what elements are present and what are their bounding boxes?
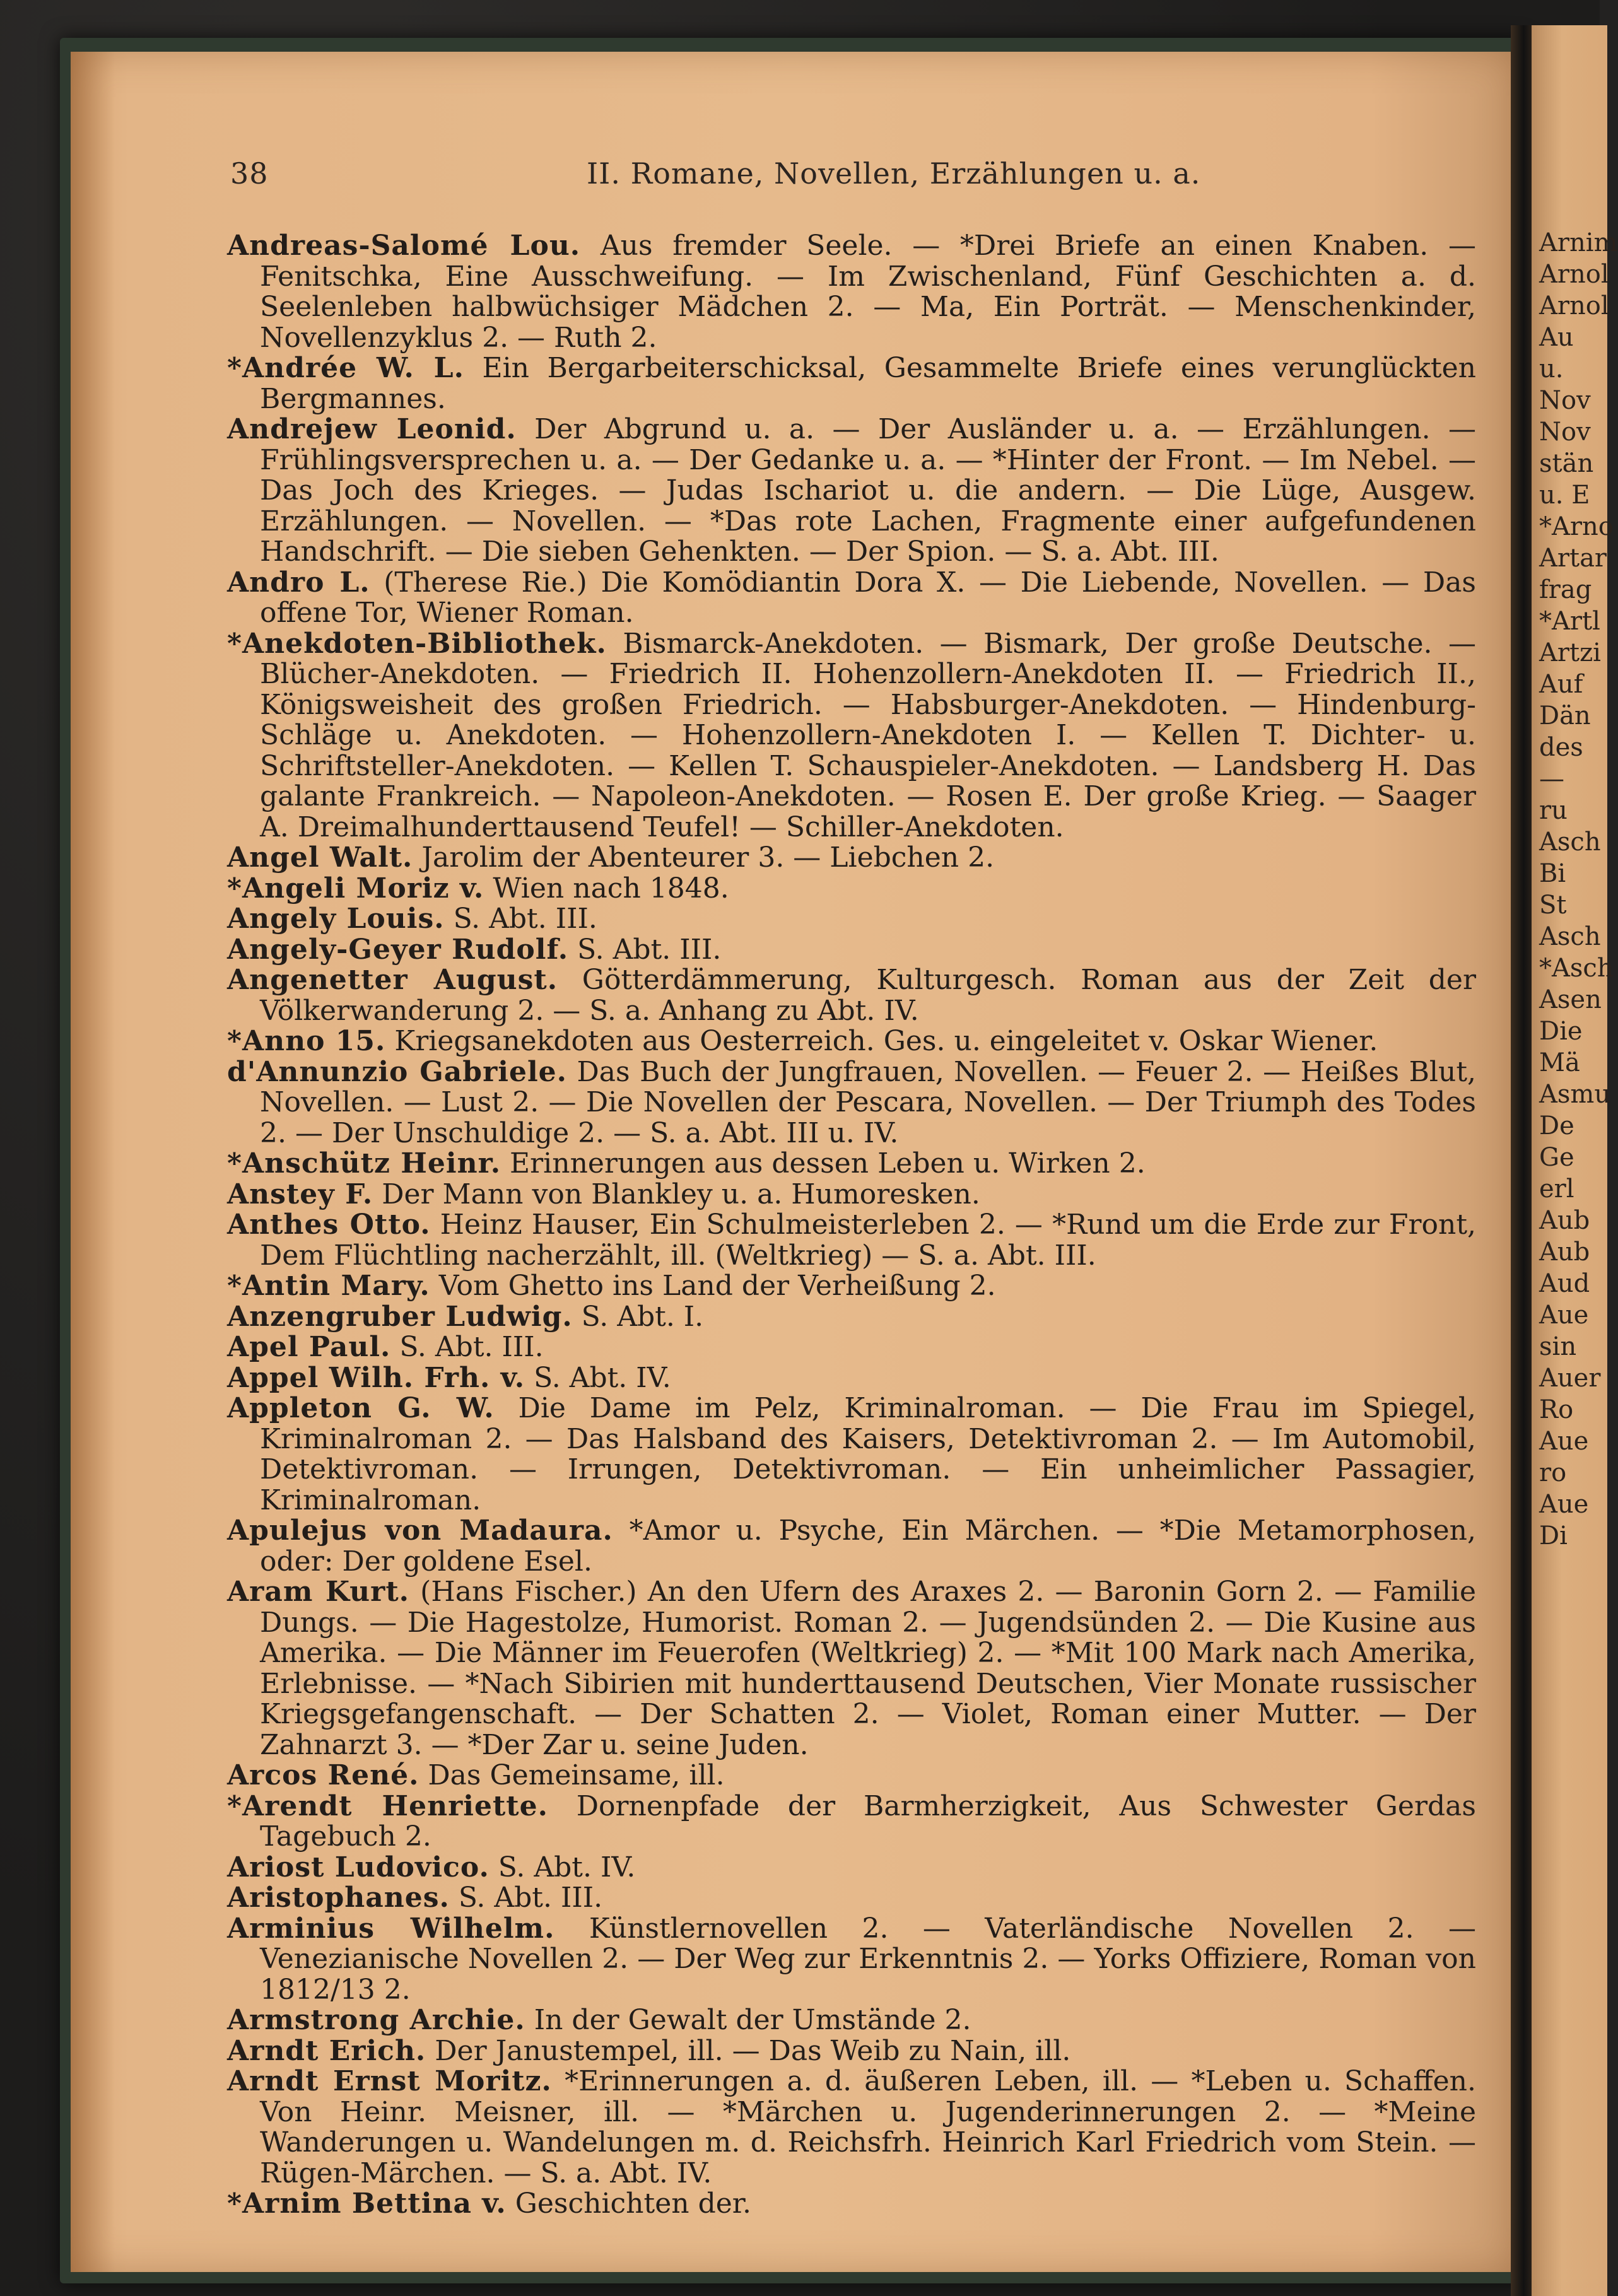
bibliography-entry bbox=[227, 843, 1476, 874]
facing-page-fragment: Arnim bbox=[1539, 228, 1618, 257]
entry-author: Arminius Wilhelm. bbox=[227, 1912, 555, 1945]
entry-author: Anstey F. bbox=[227, 1178, 373, 1210]
entry-author: d'Annunzio Gabriele. bbox=[227, 1055, 567, 1088]
entry-titles: S. Abt. III. bbox=[449, 1882, 603, 1914]
facing-page-fragment: Auf bbox=[1539, 670, 1583, 699]
facing-page-fragment: Asch bbox=[1539, 922, 1601, 951]
facing-page-fragment: Auer bbox=[1539, 1364, 1601, 1393]
facing-page-fragment: ro bbox=[1539, 1458, 1567, 1487]
bibliography-entry bbox=[227, 1760, 1476, 1791]
bibliography-entry bbox=[227, 874, 1476, 905]
entry-author: Anthes Otto. bbox=[227, 1209, 431, 1241]
bibliography-entry bbox=[227, 1577, 1476, 1760]
facing-page-fragment: Di bbox=[1539, 1521, 1568, 1550]
page-edge-shadow bbox=[71, 52, 115, 2272]
facing-page-fragment: Mä bbox=[1539, 1048, 1580, 1077]
entry-author: Arcos René. bbox=[227, 1759, 419, 1791]
page-header bbox=[230, 156, 1460, 194]
entry-titles: S. Abt. I. bbox=[572, 1300, 704, 1333]
facing-page-fragment: Nov bbox=[1539, 386, 1591, 415]
entry-author: Arndt Erich. bbox=[227, 2034, 426, 2067]
facing-page-fragment: Aub bbox=[1539, 1238, 1590, 1267]
facing-page-fragment: — bbox=[1539, 764, 1564, 794]
entry-author: Apulejus von Madaura. bbox=[227, 1514, 613, 1547]
facing-page-fragment: frag bbox=[1539, 575, 1592, 604]
facing-page-fragment: Arnol bbox=[1539, 260, 1609, 289]
bibliography-entry bbox=[227, 568, 1476, 629]
facing-page-fragment: erl bbox=[1539, 1174, 1574, 1204]
book-gutter bbox=[1511, 25, 1532, 2296]
bibliography-entry bbox=[227, 353, 1476, 414]
bibliography-entry bbox=[227, 904, 1476, 935]
entry-titles: Künstlernovellen 2. — Vaterländische Novellen 2. — Venezianische Novellen 2. — Der Weg zur Erkenntnis 2. — Yorks Offiziere, Roman von 1812/13 2. bbox=[260, 1912, 1476, 2006]
running-title: II. Romane, Novellen, Erzählungen u. a. bbox=[587, 156, 1201, 190]
entry-titles: Vom Ghetto ins Land der Verheißung 2. bbox=[430, 1270, 996, 1302]
bibliography-entry bbox=[227, 2036, 1476, 2067]
facing-page-fragment: Bi bbox=[1539, 859, 1566, 888]
entry-author: Appleton G. W. bbox=[227, 1392, 495, 1424]
entry-titles: Jarolim der Abenteurer 3. — Liebchen 2. bbox=[413, 841, 995, 874]
facing-page-fragment: stän bbox=[1539, 449, 1594, 478]
entry-titles: Wien nach 1848. bbox=[484, 872, 729, 905]
entry-author: *Andrée W. L. bbox=[227, 352, 464, 384]
entry-author: *Arendt Henriette. bbox=[227, 1789, 548, 1822]
facing-page-fragment: Artar bbox=[1539, 544, 1607, 573]
entry-titles: Dornenpfade der Barmherzigkeit, Aus Schwester Gerdas Tagebuch 2. bbox=[260, 1789, 1476, 1853]
bibliography-entry bbox=[227, 2005, 1476, 2036]
bibliography-entry bbox=[227, 1302, 1476, 1333]
entry-titles: Die Dame im Pelz, Kriminalroman. — Die Frau im Spiegel, Kriminalroman 2. — Das Halsband des Kaisers, Detektivroman 2. — Im Automobil, Detektivroman. — Irrungen, Detektivroman. — Ein unheimlicher Passagier, Kriminalroman. bbox=[260, 1392, 1476, 1516]
entry-author: Apel Paul. bbox=[227, 1331, 391, 1363]
facing-page-fragment: Aue bbox=[1539, 1301, 1589, 1330]
entry-author: Aristophanes. bbox=[227, 1882, 450, 1914]
bibliography-entry bbox=[227, 1332, 1476, 1363]
facing-page-fragment: Arnol bbox=[1539, 291, 1609, 320]
facing-page-fragment: Asch bbox=[1539, 828, 1601, 857]
bibliography-entry bbox=[227, 1853, 1476, 1883]
bibliography-entry bbox=[227, 1149, 1476, 1180]
facing-page-fragment: Aud bbox=[1539, 1269, 1590, 1298]
facing-page-fragment: Artzi bbox=[1539, 638, 1601, 667]
facing-page-fragment: Die bbox=[1539, 1017, 1583, 1046]
entry-titles: In der Gewalt der Umstände 2. bbox=[525, 2004, 971, 2036]
entry-author: Angel Walt. bbox=[227, 841, 413, 874]
bibliography-entry bbox=[227, 1026, 1476, 1057]
facing-page-fragment: des bbox=[1539, 733, 1583, 762]
bibliography-entry bbox=[227, 1210, 1476, 1271]
bibliography-entry bbox=[227, 2189, 1476, 2220]
entry-titles: Kriegsanekdoten aus Oesterreich. Ges. u. eingeleitet v. Oskar Wiener. bbox=[385, 1025, 1378, 1057]
bibliography-entry bbox=[227, 1883, 1476, 1914]
entry-author: Arndt Ernst Moritz. bbox=[227, 2065, 552, 2097]
entry-author: Anzengruber Ludwig. bbox=[227, 1300, 573, 1333]
bibliography-entry bbox=[227, 1180, 1476, 1210]
facing-page-fragment: De bbox=[1539, 1111, 1574, 1140]
facing-page-fragment: sin bbox=[1539, 1332, 1577, 1361]
facing-page-fragment: Au bbox=[1539, 323, 1574, 352]
bibliography-entry bbox=[227, 935, 1476, 966]
bibliography-entry bbox=[227, 629, 1476, 843]
entry-titles: Aus fremder Seele. — *Drei Briefe an einen Knaben. — Fenitschka, Eine Ausschweifung. — Im Zwischenland, Fünf Geschichten a. d. Seelenleben halbwüchsiger Mädchen 2. — Ma, Ein Porträt. — Menschenkinder, Novellenzyklus 2. — Ruth 2. bbox=[260, 230, 1476, 354]
entry-author: Andro L. bbox=[227, 566, 370, 599]
facing-page-fragment: u. bbox=[1539, 354, 1564, 384]
bibliography-entry bbox=[227, 1516, 1476, 1577]
entry-author: Angenetter August. bbox=[227, 964, 558, 996]
entry-titles: S. Abt. III. bbox=[568, 933, 722, 966]
bibliography-entry bbox=[227, 414, 1476, 568]
entry-titles: Bismarck-Anekdoten. — Bismark, Der große Deutsche. — Blücher-Anekdoten. — Friedrich II. Hohenzollern-Anekdoten II. — Friedrich II., Königsweisheit des großen Friedrich. — Habsburger-Anekdoten. — Hindenburg-Schläge u. Anekdoten. — Hohenzollern-Anekdoten I. — Kellen T. Dichter- u. Schriftsteller-Anekdoten. — Kellen T. Schauspieler-Anekdoten. — Landsberg H. Das galante Frankreich. — Napoleon-Anekdoten. — Rosen E. Der große Krieg. — Saager A. Dreimalhunderttausend Teufel! — Schiller-Anekdoten. bbox=[260, 627, 1476, 843]
entry-author: *Anno 15. bbox=[227, 1025, 386, 1057]
entry-titles: *Erinnerungen a. d. äußeren Leben, ill. — *Leben u. Schaffen. Von Heinr. Meisner, ill. — *Märchen u. Jugenderinnerungen 2. — *Meine Wanderungen u. Wandelungen m. d. Reichsfrh. Heinrich Karl Friedrich vom Stein. — Rügen-Märchen. — S. a. Abt. IV. bbox=[260, 2065, 1477, 2189]
entry-titles: Der Mann von Blankley u. a. Humoresken. bbox=[373, 1178, 980, 1210]
entry-author: *Antin Mary. bbox=[227, 1270, 430, 1302]
facing-page-fragment: Nov bbox=[1539, 418, 1591, 447]
entry-titles: Erinnerungen aus dessen Leben u. Wirken 2. bbox=[501, 1147, 1146, 1180]
bibliography-entry bbox=[227, 2066, 1476, 2189]
facing-page-fragment: Dän bbox=[1539, 701, 1591, 730]
page-number: 38 bbox=[230, 156, 269, 190]
entry-author: Angely-Geyer Rudolf. bbox=[227, 933, 569, 966]
entry-author: Appel Wilh. Frh. v. bbox=[227, 1361, 525, 1394]
entry-author: *Angeli Moriz v. bbox=[227, 872, 484, 905]
facing-page-fragment: Aue bbox=[1539, 1427, 1589, 1456]
entry-titles: S. Abt. IV. bbox=[525, 1361, 671, 1394]
entry-titles: Der Abgrund u. a. — Der Ausländer u. a. — Erzählungen. — Frühlingsversprechen u. a. — Der Gedanke u. a. — *Hinter der Front. — Im Nebel. — Das Joch des Krieges. — Judas Ischariot u. die andern. — Die Lüge, Ausgew. Erzählungen. — Novellen. — *Das rote Lachen, Fragmente einer aufgefundenen Handschrift. — Die sieben Gehenkten. — Der Spion. — S. a. Abt. III. bbox=[260, 413, 1477, 568]
facing-page-fragment: u. E bbox=[1539, 481, 1590, 510]
bibliography-entry bbox=[227, 1393, 1476, 1516]
entry-author: Andreas-Salomé Lou. bbox=[227, 230, 581, 262]
facing-page-fragment: *Asch bbox=[1539, 954, 1614, 983]
bibliography-entry bbox=[227, 1914, 1476, 2006]
entry-titles: *Amor u. Psyche, Ein Märchen. — *Die Metamorphosen, oder: Der goldene Esel. bbox=[260, 1514, 1477, 1578]
entry-titles: (Therese Rie.) Die Komödiantin Dora X. — Die Liebende, Novellen. — Das offene Tor, Wiener Roman. bbox=[260, 566, 1477, 629]
facing-page-fragment: Aub bbox=[1539, 1206, 1590, 1235]
facing-page-fragment: *Arno bbox=[1539, 512, 1614, 541]
entry-titles: S. Abt. III. bbox=[444, 903, 597, 935]
entry-titles: S. Abt. IV. bbox=[489, 1851, 636, 1883]
entry-author: *Anekdoten-Bibliothek. bbox=[227, 627, 607, 660]
entry-titles: (Hans Fischer.) An den Ufern des Araxes 2. — Baronin Gorn 2. — Familie Dungs. — Die Hagestolze, Humorist. Roman 2. — Jugendsünden 2. — Die Kusine aus Amerika. — Die Männer im Feuerofen (Weltkrieg) 2. — *Mit 100 Mark nach Amerika, Erlebnisse. — *Nach Sibirien mit hunderttausend Deutschen, Vier Monate russischer Kriegsgefangenschaft. — Der Schatten 2. — Violet, Roman einer Mutter. — Der Zahnarzt 3. — *Der Zar u. seine Juden. bbox=[260, 1576, 1477, 1761]
bibliography-entries bbox=[227, 231, 1476, 2220]
facing-page-fragment: St bbox=[1539, 891, 1567, 920]
bibliography-entry bbox=[227, 1791, 1476, 1853]
entry-author: Aram Kurt. bbox=[227, 1576, 409, 1608]
entry-titles: S. Abt. III. bbox=[390, 1331, 544, 1363]
bibliography-entry bbox=[227, 231, 1476, 353]
entry-author: Ariost Ludovico. bbox=[227, 1851, 490, 1883]
facing-page-fragment: *Artl bbox=[1539, 607, 1600, 636]
entry-author: Armstrong Archie. bbox=[227, 2004, 525, 2036]
bibliography-entry bbox=[227, 1271, 1476, 1302]
bibliography-entry bbox=[227, 1057, 1476, 1149]
facing-page-fragment: Ro bbox=[1539, 1395, 1574, 1424]
entry-author: *Anschütz Heinr. bbox=[227, 1147, 501, 1180]
facing-page-fragment: Asmu bbox=[1539, 1080, 1611, 1109]
facing-page-fragment: Ge bbox=[1539, 1143, 1574, 1172]
entry-titles: Das Buch der Jungfrauen, Novellen. — Feuer 2. — Heißes Blut, Novellen. — Lust 2. — Die Novellen der Pescara, Novellen. — Der Triumph des Todes 2. — Der Unschuldige 2. — S. a. Abt. III u. IV. bbox=[260, 1055, 1476, 1149]
entry-titles: Der Janustempel, ill. — Das Weib zu Nain, ill. bbox=[426, 2034, 1071, 2067]
facing-page-fragment: Asen bbox=[1539, 985, 1602, 1014]
entry-author: Angely Louis. bbox=[227, 903, 445, 935]
bibliography-entry bbox=[227, 1363, 1476, 1394]
facing-page-text bbox=[1539, 227, 1618, 1552]
entry-titles: Das Gemeinsame, ill. bbox=[419, 1759, 725, 1791]
bibliography-entry bbox=[227, 965, 1476, 1026]
facing-page-fragment: Aue bbox=[1539, 1490, 1589, 1519]
entry-author: Andrejew Leonid. bbox=[227, 413, 517, 445]
entry-titles: Heinz Hauser, Ein Schulmeisterleben 2. — *Rund um die Erde zur Front, Dem Flüchtling nacherzählt, ill. (Weltkrieg) — S. a. Abt. III. bbox=[260, 1209, 1476, 1272]
entry-author: *Arnim Bettina v. bbox=[227, 2188, 507, 2220]
entry-titles: Geschichten der. bbox=[506, 2188, 751, 2220]
facing-page-fragment: ru bbox=[1539, 796, 1568, 825]
entry-titles: Götterdämmerung, Kulturgesch. Roman aus der Zeit der Völkerwanderung 2. — S. a. Anhang zu Abt. IV. bbox=[260, 964, 1476, 1027]
entry-titles: Ein Bergarbeiterschicksal, Gesammelte Briefe eines verunglückten Bergmannes. bbox=[260, 352, 1476, 415]
